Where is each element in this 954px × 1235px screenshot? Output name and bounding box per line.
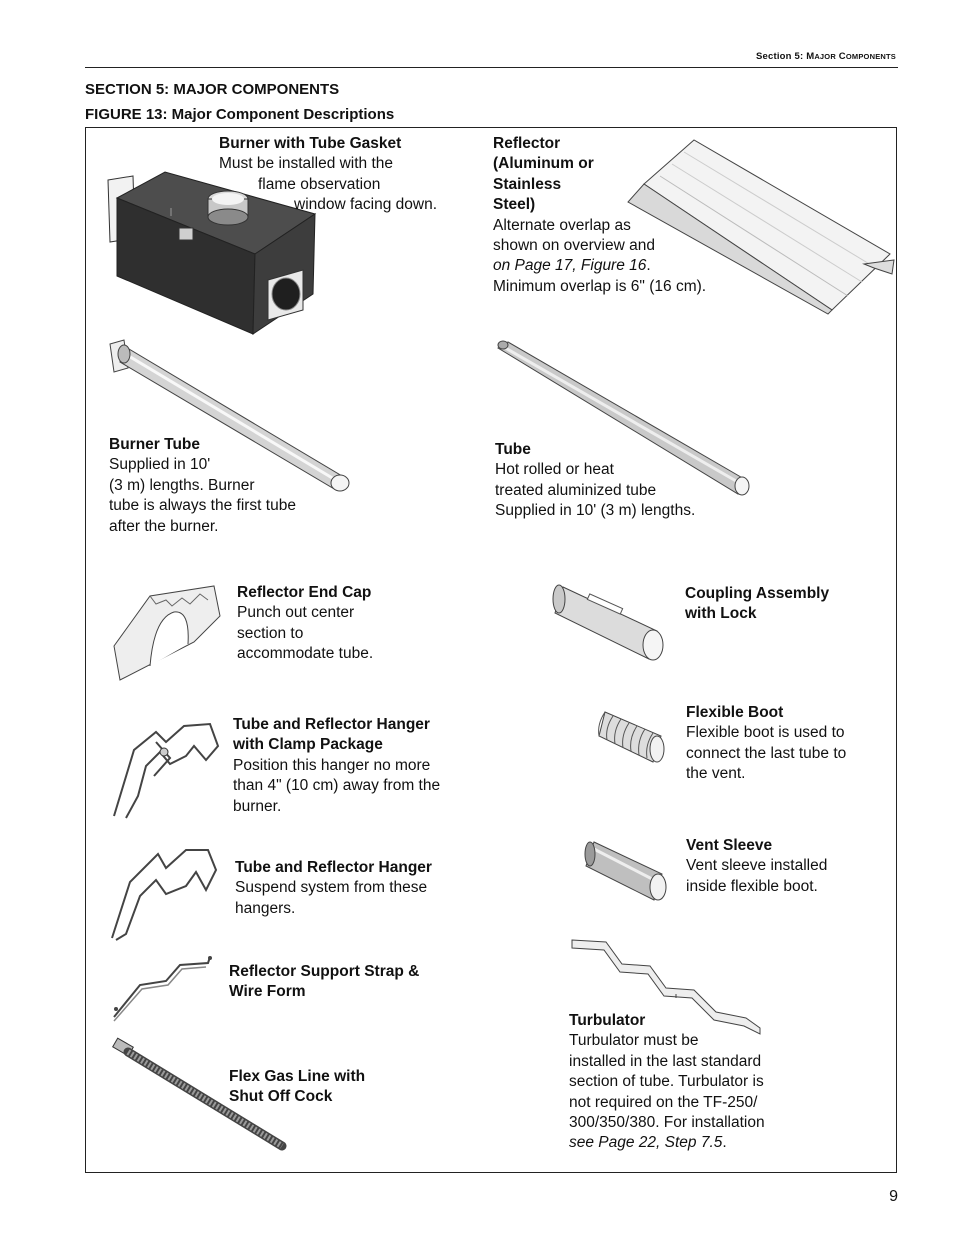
vent-sleeve-desc: Vent sleeve installed inside flexible boot. [686,857,828,895]
coupling-title: Coupling Assembly with Lock [685,585,830,623]
burner-label [219,134,437,216]
figure-title: FIGURE 13: Major Component Descriptions [85,106,395,123]
header-rule [85,67,898,68]
burner-tube-title: Burner Tube [109,436,200,453]
support-strap-title: Reflector Support Strap & Wire Form [229,963,420,1001]
reflector-overlap-note: Minimum overlap is 6" (16 cm). [493,277,707,295]
section-title: SECTION 5: MAJOR COMPONENTS [85,81,340,98]
hanger-desc: Suspend system from these hangers. [235,879,428,917]
running-head-part: OMPONENTS [845,52,896,61]
vent-sleeve-label [686,836,827,897]
tube-label [495,440,695,522]
flexible-boot-label [686,703,846,785]
flexible-boot-title: Flexible Boot [686,704,784,721]
vent-sleeve-title: Vent Sleeve [686,837,773,854]
flexible-boot-illustration [597,706,667,766]
end-cap-desc: Punch out center section to accommodate tube. [237,604,374,663]
support-strap-label [229,962,419,1003]
page-number: 9 [889,1188,898,1205]
running-head-part: C [835,51,846,62]
turbulator-desc-punct: . [722,1134,727,1152]
hanger-illustration [108,846,220,942]
flexible-boot-desc: Flexible boot is used to connect the last tube to the vent. [686,724,847,783]
turbulator-title: Turbulator [569,1012,646,1029]
end-cap-illustration [110,582,222,682]
flex-gas-line-title: Flex Gas Line with Shut Off Cock [229,1068,366,1106]
turbulator-page-reference: see Page 22, Step 7.5 [569,1134,723,1152]
running-head-part: AJOR [814,52,836,61]
tube-desc: Hot rolled or heat treated aluminized tube Supplied in 10' (3 m) lengths. [495,461,696,520]
hanger-label [235,858,432,919]
reflector-title: Reflector (Aluminum or Stainless Steel) [493,135,594,214]
reflector-label [493,134,706,297]
running-head [756,51,896,62]
hanger-clamp-label [233,715,440,817]
burner-desc-line2: flame observation [258,175,381,193]
turbulator-desc: Turbulator must be installed in the last standard section of tube. Turbulator is not required on the TF-250/ 300/350/380. For installation [569,1032,765,1132]
tube-title: Tube [495,441,531,458]
burner-title: Burner with Tube Gasket [219,135,402,152]
burner-tube-label [109,435,296,537]
flex-gas-line-label [229,1067,365,1108]
hanger-title: Tube and Reflector Hanger [235,859,432,876]
hanger-clamp-desc: Position this hanger no more than 4" (10 cm) away from the burner. [233,756,441,815]
vent-sleeve-illustration [584,838,668,902]
burner-desc-line3: window facing down. [294,196,438,214]
end-cap-label [237,583,373,665]
coupling-illustration [553,579,669,663]
burner-tube-desc: Supplied in 10' (3 m) lengths. Burner tube is always the first tube after the burner. [109,456,296,535]
running-head-part: Section 5: M [755,51,815,62]
support-strap-illustration [110,955,218,1025]
reflector-desc-punct: . [646,257,651,275]
end-cap-title: Reflector End Cap [237,584,372,601]
hanger-clamp-title: Tube and Reflector Hanger with Clamp Package [233,716,430,754]
reflector-desc: Alternate overlap as shown on overview and [493,216,655,255]
turbulator-label [569,1011,765,1154]
hanger-clamp-illustration [110,716,222,820]
coupling-label [685,584,829,625]
reflector-page-reference: on Page 17, Figure 16 [493,257,647,275]
burner-desc-line1: Must be installed with the [219,155,394,173]
